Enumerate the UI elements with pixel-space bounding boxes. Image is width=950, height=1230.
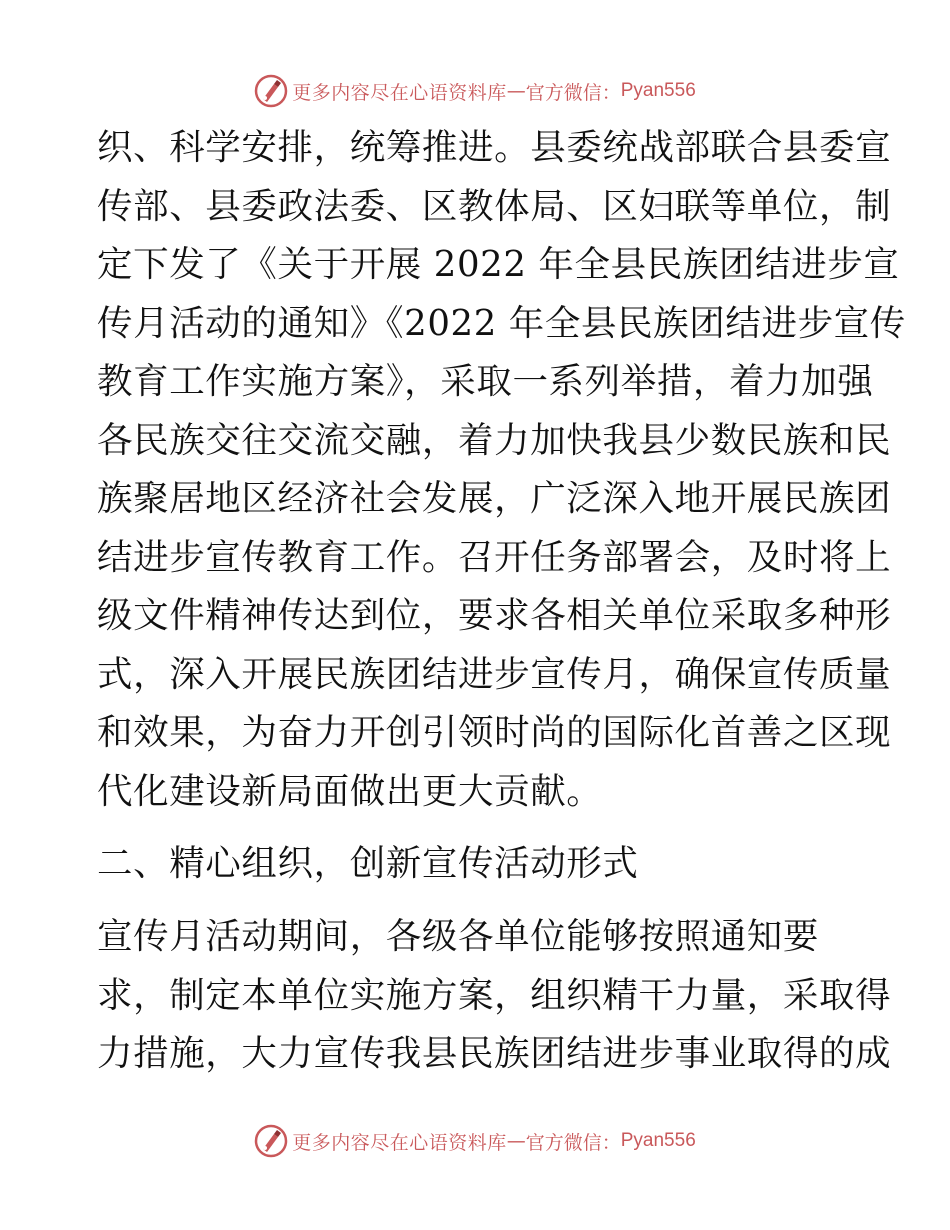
watermark-wechat-label: 官方微信： (525, 81, 621, 104)
pen-logo-icon (254, 1124, 288, 1158)
section-line: 力措施，大力宣传我县民族团结进步事业取得的成 (97, 1033, 892, 1074)
pen-logo-icon (254, 74, 288, 108)
body-line: 传月活动的通知》《2022 年全县民族团结进步宣传 (97, 303, 906, 344)
watermark-wechat-label: 官方微信： (525, 1131, 621, 1154)
body-line: 式，深入开展民族团结进步宣传月，确保宣传质量 (97, 654, 892, 695)
footer-watermark (0, 1121, 950, 1161)
body-line: 级文件精神传达到位，要求各相关单位采取多种形 (97, 595, 892, 636)
watermark-separator: — (506, 80, 526, 102)
body-line: 各民族交往交流交融，着力加快我县少数民族和民 (97, 420, 892, 461)
watermark-separator: — (506, 1130, 526, 1152)
body-line: 传部、县委政法委、区教体局、区妇联等单位，制 (97, 186, 892, 227)
body-line: 族聚居地区经济社会发展，广泛深入地开展民族团 (97, 478, 892, 519)
body-line: 结进步宣传教育工作。召开任务部署会，及时将上 (97, 537, 892, 578)
watermark-text: 更多内容尽在心语资料库 (292, 1131, 507, 1154)
section-line: 宣传月活动期间，各级各单位能够按照通知要 (97, 916, 820, 957)
body-line: 织、科学安排，统筹推进。县委统战部联合县委宣 (97, 127, 892, 168)
section-line: 求，制定本单位实施方案，组织精干力量，采取得 (97, 975, 892, 1016)
watermark-wechat-id: Pyan556 (620, 1130, 696, 1151)
body-line: 定下发了《关于开展 2022 年全县民族团结进步宣 (97, 244, 900, 285)
body-line: 教育工作实施方案》，采取一系列举措，着力加强 (97, 361, 874, 402)
header-watermark (0, 71, 950, 111)
body-line: 代化建设新局面做出更大贡献。 (97, 771, 603, 812)
section-heading: 二、精心组织，创新宣传活动形式 (97, 843, 639, 884)
watermark-text: 更多内容尽在心语资料库 (292, 81, 507, 104)
watermark-wechat-id: Pyan556 (620, 80, 696, 101)
body-line: 和效果，为奋力开创引领时尚的国际化首善之区现 (97, 712, 892, 753)
